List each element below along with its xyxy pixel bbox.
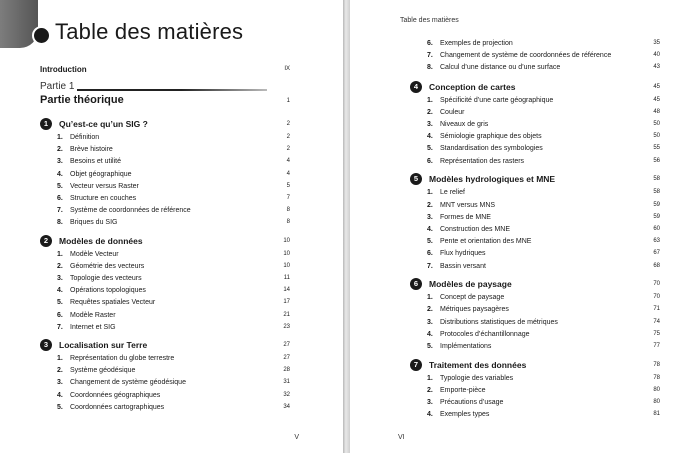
entry-number: 4.: [427, 411, 433, 419]
entry-number: 4.: [57, 287, 63, 295]
running-head: Table des matières: [400, 17, 459, 24]
entry-number: 7.: [427, 52, 433, 60]
entry-page: 43: [653, 64, 660, 71]
page-folio: V: [294, 434, 299, 441]
entry-title: Flux hydriques: [440, 250, 486, 258]
entry-title: Exemples types: [440, 411, 490, 419]
entry-title: Bassin versant: [440, 262, 486, 270]
entry-title: Topologie des vecteurs: [70, 275, 142, 282]
entry-number: 2.: [57, 262, 63, 270]
entry-title: Briques du SIG: [70, 219, 118, 227]
entry-page: 75: [653, 330, 660, 337]
entry-title: Métriques paysagères: [440, 306, 509, 314]
entry-number: 2.: [427, 108, 433, 116]
entry-number: 1.: [57, 134, 63, 141]
entry-page: 71: [653, 306, 660, 313]
page-folio: VI: [398, 434, 405, 441]
entry-title: Distributions statistiques de métriques: [440, 318, 558, 326]
entry-title: Coordonnées cartographiques: [70, 403, 165, 411]
entry-page: 40: [653, 52, 660, 59]
entry-number: 1.: [57, 250, 63, 258]
chapter-title: Modèles de données: [59, 235, 143, 246]
chapter-page: 78: [653, 361, 660, 368]
entry-number: 1.: [427, 294, 433, 302]
entry-title: Exemples de projection: [440, 40, 513, 47]
entry-page: 50: [653, 133, 660, 140]
title-bullet-icon: [32, 26, 51, 45]
right-page: [350, 0, 700, 453]
entry-number: 5.: [57, 182, 63, 190]
part-title[interactable]: Partie théorique: [40, 94, 124, 106]
entry-title: Opérations topologiques: [70, 287, 146, 295]
entry-number: 5.: [427, 145, 433, 153]
entry-number: 3.: [57, 379, 63, 387]
introduction-label: Introduction: [40, 65, 87, 74]
entry-title: Vecteur versus Raster: [70, 182, 139, 190]
entry-number: 8.: [427, 64, 433, 72]
entry-page: 5: [286, 182, 290, 189]
entry-page: 7: [286, 195, 290, 201]
entry-page: 8: [286, 219, 290, 226]
entry-page: 14: [283, 287, 290, 294]
entry-page: 80: [653, 386, 660, 393]
entry-title: Géométrie des vecteurs: [70, 262, 145, 270]
left-page: [0, 0, 343, 453]
entry-page: 59: [653, 213, 660, 220]
entry-page: 10: [283, 250, 290, 257]
entry-page: 32: [283, 391, 290, 398]
entry-number: 6.: [427, 40, 433, 47]
entry-page: 4: [286, 158, 290, 165]
entry-title: Calcul d’une distance ou d’une surface: [440, 64, 561, 72]
chapter-number-badge: 4: [410, 81, 422, 93]
entry-title: Changement de système de coordonnées de référence: [440, 52, 612, 60]
entry-number: 4.: [427, 133, 433, 141]
entry-title: Brève histoire: [70, 146, 113, 154]
part-label: Partie 1: [40, 81, 75, 92]
toc-introduction[interactable]: [40, 65, 290, 74]
entry-title: Système géodésique: [70, 367, 136, 375]
part-rule: [77, 89, 267, 91]
entry-page: 11: [283, 275, 290, 281]
page-title: Table des matières: [55, 19, 244, 44]
entry-number: 1.: [57, 355, 63, 362]
entry-page: 10: [283, 262, 290, 269]
entry-page: 34: [283, 403, 290, 410]
entry-page: 63: [653, 238, 660, 245]
entry-number: 7.: [57, 207, 63, 215]
entry-title: Définition: [70, 134, 100, 141]
entry-title: Implémentations: [440, 343, 492, 350]
entry-title: Construction des MNE: [440, 225, 511, 233]
chapter-page: 10: [283, 237, 290, 244]
entry-page: 4: [286, 170, 290, 177]
entry-title: MNT versus MNS: [440, 201, 496, 209]
entry-title: Représentation des rasters: [440, 157, 525, 165]
chapter-number-badge: 1: [40, 118, 52, 130]
chapter-title: Modèles de paysage: [429, 279, 512, 290]
entry-title: Niveaux de gris: [440, 121, 489, 128]
entry-title: Internet et SIG: [70, 323, 116, 331]
entry-title: Pente et orientation des MNE: [440, 238, 532, 246]
entry-title: Couleur: [440, 108, 465, 116]
entry-page: 68: [653, 262, 660, 269]
entry-page: 35: [653, 40, 660, 46]
entry-number: 1.: [427, 374, 433, 382]
entry-number: 2.: [57, 146, 63, 154]
entry-page: 60: [653, 225, 660, 232]
entry-page: 77: [653, 343, 660, 349]
introduction-page: IX: [284, 66, 290, 72]
entry-number: 6.: [57, 311, 63, 319]
entry-page: 48: [653, 108, 660, 115]
entry-number: 5.: [57, 299, 63, 307]
entry-title: Spécificité d’une carte géographique: [440, 96, 554, 104]
chapter-number-badge: 6: [410, 278, 422, 290]
entry-number: 3.: [427, 318, 433, 326]
entry-page: 17: [283, 299, 290, 306]
chapter-title: Conception de cartes: [429, 81, 516, 92]
entry-title: Sémiologie graphique des objets: [440, 133, 542, 141]
entry-page: 31: [283, 379, 290, 386]
entry-page: 58: [653, 189, 660, 196]
entry-number: 3.: [427, 213, 433, 221]
entry-page: 21: [283, 311, 290, 318]
entry-number: 3.: [57, 275, 63, 282]
entry-title: Besoins et utilité: [70, 158, 121, 166]
chapter-page: 45: [653, 83, 660, 90]
entry-page: 80: [653, 399, 660, 406]
entry-title: Représentation du globe terrestre: [70, 355, 175, 362]
entry-page: 28: [283, 367, 290, 374]
entry-title: Typologie des variables: [440, 374, 514, 382]
entry-number: 1.: [427, 189, 433, 197]
entry-page: 67: [653, 250, 660, 257]
entry-number: 5.: [57, 403, 63, 411]
entry-number: 4.: [427, 225, 433, 233]
chapter-title: Modèles hydrologiques et MNE: [429, 174, 556, 185]
entry-number: 1.: [427, 96, 433, 104]
entry-page: 45: [653, 96, 660, 103]
corner-tab-decoration: [0, 0, 38, 48]
entry-title: Structure en couches: [70, 195, 137, 202]
entry-title: Concept de paysage: [440, 294, 505, 302]
entry-title: Changement de système géodésique: [70, 379, 186, 387]
entry-page: 2: [286, 146, 290, 153]
entry-number: 6.: [427, 250, 433, 258]
entry-number: 3.: [427, 399, 433, 407]
entry-title: Système de coordonnées de référence: [70, 207, 191, 215]
entry-title: Requêtes spatiales Vecteur: [70, 299, 156, 307]
entry-number: 4.: [57, 170, 63, 178]
entry-page: 81: [653, 411, 660, 418]
entry-title: Objet géographique: [70, 170, 132, 178]
entry-page: 56: [653, 157, 660, 164]
entry-title: Coordonnées géographiques: [70, 391, 161, 399]
chapter-title: Traitement des données: [429, 359, 527, 370]
entry-number: 5.: [427, 238, 433, 246]
part-page: 1: [286, 98, 290, 104]
entry-number: 4.: [427, 330, 433, 338]
entry-title: Précautions d’usage: [440, 399, 504, 407]
entry-number: 6.: [427, 157, 433, 165]
chapter-page: 58: [653, 176, 660, 183]
entry-title: Formes de MNE: [440, 213, 491, 221]
entry-page: 2: [286, 134, 290, 140]
entry-page: 8: [286, 207, 290, 214]
entry-page: 27: [283, 355, 290, 361]
entry-number: 2.: [427, 201, 433, 209]
chapter-number-badge: 2: [40, 235, 52, 247]
chapter-title: Localisation sur Terre: [59, 340, 148, 350]
entry-number: 7.: [427, 262, 433, 270]
chapter-number-badge: 3: [40, 339, 52, 351]
entry-title: Modèle Raster: [70, 311, 116, 319]
entry-number: 8.: [57, 219, 63, 227]
entry-page: 59: [653, 201, 660, 208]
entry-number: 5.: [427, 343, 433, 350]
entry-page: 23: [283, 323, 290, 330]
book-gutter: [343, 0, 350, 453]
chapter-page: 27: [283, 342, 290, 348]
entry-number: 2.: [57, 367, 63, 375]
entry-number: 4.: [57, 391, 63, 399]
entry-number: 2.: [427, 386, 433, 394]
entry-page: 74: [653, 318, 660, 325]
entry-number: 2.: [427, 306, 433, 314]
chapter-page: 70: [653, 281, 660, 288]
chapter-page: 2: [286, 121, 290, 127]
entry-number: 3.: [427, 121, 433, 128]
entry-title: Protocoles d’échantillonnage: [440, 330, 530, 338]
entry-number: 3.: [57, 158, 63, 166]
entry-title: Le relief: [440, 189, 465, 197]
entry-title: Modèle Vecteur: [70, 250, 119, 258]
entry-page: 78: [653, 374, 660, 381]
entry-page: 55: [653, 145, 660, 152]
chapter-number-badge: 7: [410, 359, 422, 371]
chapter-number-badge: 5: [410, 173, 422, 185]
entry-number: 6.: [57, 195, 63, 202]
entry-page: 70: [653, 294, 660, 301]
entry-title: Standardisation des symbologies: [440, 145, 543, 153]
entry-number: 7.: [57, 323, 63, 331]
entry-title: Emporte-pièce: [440, 386, 486, 394]
chapter-title: Qu’est-ce qu’un SIG ?: [59, 119, 148, 129]
entry-page: 50: [653, 121, 660, 127]
